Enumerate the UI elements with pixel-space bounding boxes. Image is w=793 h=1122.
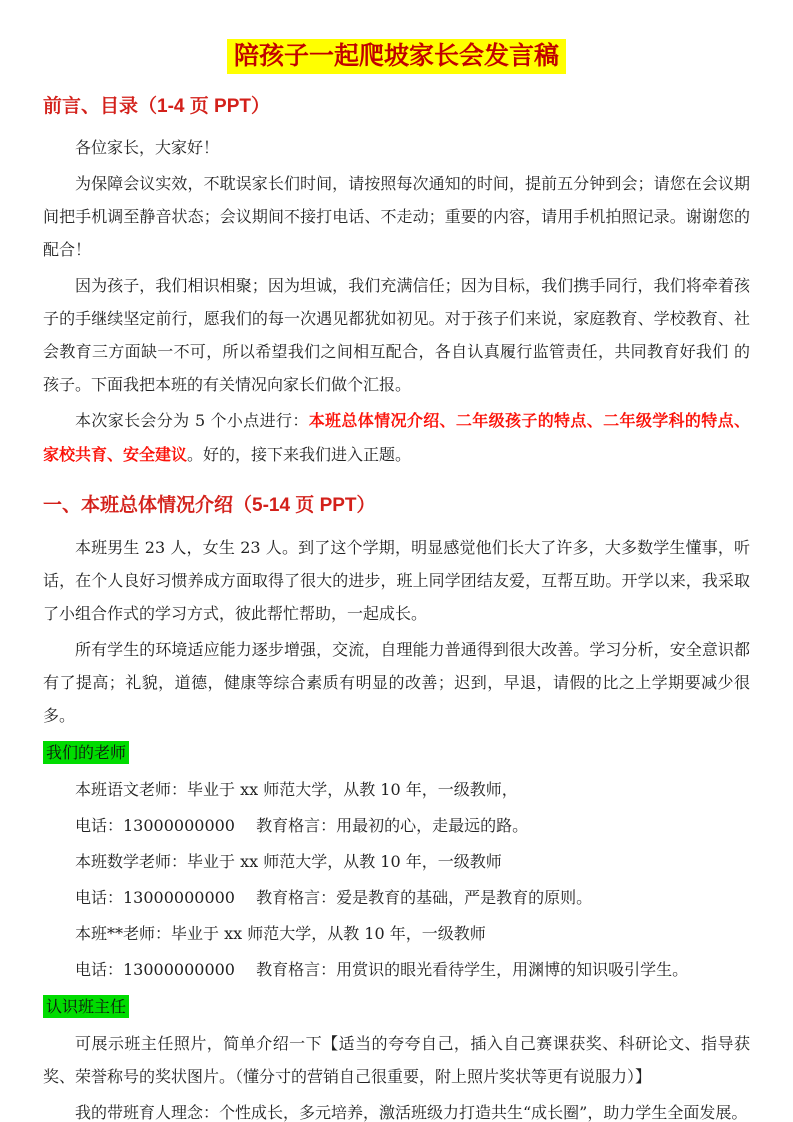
- document-title: [43, 40, 750, 73]
- paragraph-agenda: [43, 404, 750, 472]
- green-highlight: 我们的老师: [43, 741, 129, 764]
- agenda-topics-red-text: 本班总体情况介绍、二年级孩子的特点、二年级学科的特点、家校共育、安全建议: [43, 413, 750, 465]
- paragraph-greeting: 各位家长，大家好！: [75, 138, 220, 158]
- paragraph-homeroom-intro: 可展示班主任照片，简单介绍一下【适当的夸夸自己，插入自己赛课获奖、科研论文、指导获奖、荣誉称号的奖状图片。（懂分寸的营销自己很重要，附上照片奖状等更有说服力）】: [43, 1033, 750, 1086]
- teacher-line-math-contact: 电话：13000000000 教育格言：爱是教育的基础，严是教育的原则。: [75, 887, 593, 907]
- teacher-line-other-intro: 本班**老师：毕业于 xx 师范大学，从教 10 年，一级教师: [75, 923, 486, 943]
- heading-preface: 前言、目录（1-4 页 PPT）: [43, 95, 270, 117]
- paragraph-students-progress: 所有学生的环境适应能力逐步增强，交流，自理能力普通得到很大改善。学习分析，安全意识都有了提高；礼貌，道德，健康等综合素质有明显的改善；迟到，早退，请假的比之上学期要减少很多。: [43, 639, 750, 725]
- teacher-line-other-contact: 电话：13000000000 教育格言：用赏识的眼光看待学生，用渊博的知识吸引学生。: [75, 959, 689, 979]
- paragraph-class-overview: 本班男生 23 人，女生 23 人。到了这个学期，明显感觉他们长大了许多，大多数学生懂事，听话，在个人良好习惯养成方面取得了很大的进步，班上同学团结友爱，互帮互助。开学以来，我采取了小组合作式的学习方式，彼此帮忙帮助，一起成长。: [43, 537, 750, 623]
- heading-section1: 一、本班总体情况介绍（5-14 页 PPT）: [43, 495, 376, 517]
- agenda-prefix-text: 本次家长会分为 5 个小点进行：: [75, 411, 309, 431]
- paragraph-meeting-rules: 为保障会议实效，不耽误家长们时间，请按照每次通知的时间，提前五分钟到会；请您在会议期间把手机调至静音状态；会议期间不接打电话、不走动；重要的内容，请用手机拍照记录。谢谢您的配合！: [43, 174, 750, 260]
- label-our-teachers: [43, 736, 750, 769]
- green-highlight: 认识班主任: [43, 995, 129, 1018]
- teacher-line-math-intro: 本班数学老师：毕业于 xx 师范大学，从教 10 年，一级教师: [75, 851, 502, 871]
- paragraph-because-children: 因为孩子，我们相识相聚；因为坦诚，我们充满信任；因为目标，我们携手同行，我们将牵着孩子的手继续坚定前行，愿我们的每一次遇见都犹如初见。对于孩子们来说，家庭教育、学校教育、社会教育三方面缺一不可，所以希望我们之间相互配合，各自认真履行监管责任，共同教育好我们 的孩子。下面我把本班的有关情况向家长们做个汇报。: [43, 276, 750, 395]
- title-yellow-highlight: 陪孩子一起爬坡家长会发言稿: [227, 39, 566, 74]
- teacher-line-chinese-intro: 本班语文老师：毕业于 xx 师范大学，从教 10 年，一级教师，: [75, 779, 518, 799]
- agenda-suffix-text: 。好的，接下来我们进入正题。: [187, 445, 412, 465]
- teacher-line-chinese-contact: 电话：13000000000 教育格言：用最初的心，走最远的路。: [75, 815, 529, 835]
- paragraph-philosophy: 我的带班育人理念：个性成长，多元培养，激活班级力打造共生“成长圈”，助力学生全面发展。: [75, 1102, 748, 1122]
- label-meet-homeroom: [43, 990, 750, 1023]
